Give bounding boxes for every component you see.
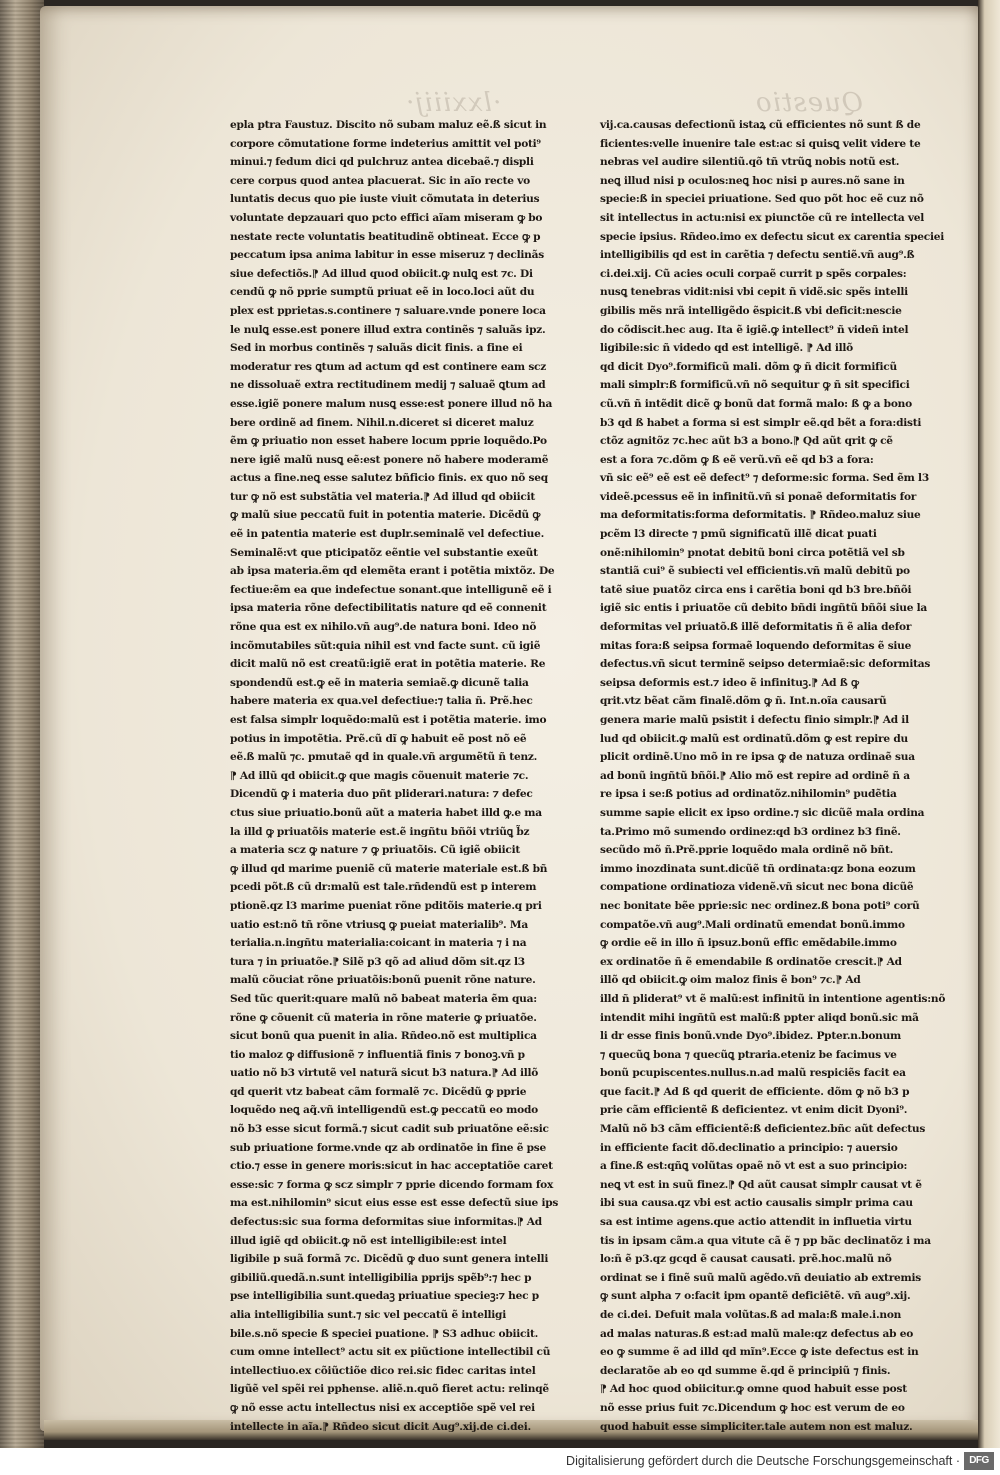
text-line: ligibile p suã formã ⁊c. Dicẽdũ ꝙ duo sunt genera intelli <box>230 1253 549 1266</box>
text-line: pcẽm l3 directe ⁊ pmũ significatũ illẽ dicat puati <box>600 528 877 541</box>
text-line: ma est.nihilomin⁹ sicut eius esse est esse defectũ siue ips <box>230 1197 559 1210</box>
text-line: terialia.n.ingñtu materialia:coicant in materia ⁊ i na <box>230 937 527 950</box>
text-line: loquẽdo neꝗ aq̃.vñ intelligendũ est.ꝙ peccatũ eo modo <box>230 1104 538 1117</box>
text-line: ꝙ sunt alpha ⁊ o:facit ipm opantẽ deficiẽtẽ. vñ aug⁹.xij. <box>600 1290 911 1303</box>
text-line: minui.⁊ fedum dici qd pulchruz antea dicebaẽ.⁊ displi <box>230 156 534 169</box>
text-line: igiẽ sic entis i priuatõe cũ debito bñdi ingñtũ bñõi siue la <box>600 602 928 615</box>
text-line: eo ꝙ summe ẽ ad illd qd mĩn⁹.Ecce ꝙ iste defectus est in <box>600 1346 919 1359</box>
text-line: li dr esse finis bonũ.vnde Dyo⁹.ibidez. Ppter.n.bonum <box>600 1030 901 1043</box>
text-line: illud igiẽ qd obiicit.ꝙ nõ est intelligibile:est intel <box>230 1234 507 1247</box>
text-line: epla ptra Faustuz. Discito nõ subam maluz eẽ.ß sicut in <box>230 119 547 131</box>
text-line: pse intelligibilia sunt.quedaꝫ priuatiue specieꝫ:⁊ hec p <box>230 1290 539 1303</box>
text-line: intendit mihi ingñtũ est malũ:ß ppter aliqd bonũ.sic mã <box>600 1011 919 1024</box>
text-line: uatio est:nõ tñ rõne vtriusꝗ ꝙ pueiat materialib⁹. Ma <box>230 918 528 931</box>
text-line: qd querit vtz babeat cãm formalẽ ⁊c. Dicẽdũ ꝙ pprie <box>230 1085 527 1098</box>
text-line: stantiã cui⁹ ẽ subiecti vel efficientis.vñ malũ debitũ po <box>600 565 910 578</box>
text-line: ligibile:sic ñ videdo qd est intelligẽ. ⁋ Ad illõ <box>600 342 853 355</box>
text-line: intellectiuo.ex cõiũctiõe dico rei.sic fidec caritas intel <box>230 1364 536 1377</box>
text-line: moderatur res ꝗtum ad actum qd est continere eam scz <box>230 360 547 373</box>
text-line: ꝙ ordie eẽ in illo ñ ipsuz.bonũ effic emẽdabile.immo <box>600 937 897 950</box>
text-line: dicit malũ nõ est creatũ:igiẽ erat in potẽtia materie. Re <box>230 658 546 671</box>
text-line: nec bonitate bẽe pprie:sic nec ordinez.ß bona poti⁹ corũ <box>600 899 920 912</box>
text-line: deformitas vel priuatõ.ß illẽ deformitatis ñ ẽ alia defor <box>600 621 912 634</box>
text-line: ma deformitatis:forma deformitatis. ⁋ Rñdeo.maluz siue <box>600 509 921 522</box>
text-column-left <box>230 116 559 1433</box>
text-line: secũdo mõ ñ.Prẽ.pprie loquẽdo mala ordinẽ nõ bñt. <box>600 844 894 857</box>
text-line: cum omne intellect⁹ actu sit ex piũctione intellectibil cũ <box>230 1346 551 1359</box>
text-line: vij.ca.causas defectionũ istaꝝ cũ efficientes nõ sunt ß de <box>600 119 921 131</box>
text-line: voluntate depzauari quo pcto effici aĩam miseram ꝙ bo <box>230 211 543 224</box>
text-line: ẽm ꝙ priuatio non esset habere locum pprie loquẽdo.Po <box>230 435 547 448</box>
text-line: ci.dei.xij. Cũ acies oculi corpaẽ currit p spẽs corpales: <box>600 267 907 280</box>
text-line: ctus siue priuatio.bonũ aũt a materia habet illd ꝙ.e ma <box>230 806 542 819</box>
text-line: qd dicit Dyo⁹.formificũ mali. dõm ꝙ ñ dicit formificũ <box>600 360 897 373</box>
text-line: ibi sua causa.qz vbi est actio causalis simplr prima cau <box>600 1197 913 1210</box>
text-line: cũ.vñ ñ intẽdit dicẽ ꝙ bonũ dat formã malo: ß ꝙ a bono <box>600 397 912 410</box>
text-line: pcedi põt.ß cũ dr:malũ est tale.rñdendũ est p interem <box>230 881 537 894</box>
text-line: fectiue:ẽm ea que indefectue sonant.que intelligunẽ eẽ i <box>230 583 552 596</box>
text-line: tio maloz ꝙ diffusionẽ ⁊ influentiã finis ⁊ bonoꝫ.vñ p <box>230 1048 525 1061</box>
text-line: actus a fine.neꝗ esse salutez bñficio finis. ex quo nõ seq <box>230 472 548 485</box>
text-line: genera marie malũ psistit i defectu finio simplr.⁋ Ad il <box>600 714 909 726</box>
text-line: eẽ in patentia materie est duplr.seminalẽ vel defectiue. <box>230 528 545 541</box>
text-line: mali simplr:ß formificũ.vñ nõ sequitur ꝙ ñ sit specifici <box>600 379 910 392</box>
text-line: ordinat se i finẽ suũ malũ agẽdo.vñ deuiatio ab extremis <box>600 1271 921 1284</box>
text-line: est a fora ⁊c.dõm ꝙ ß eẽ verũ.vñ eẽ qd b3 a fora: <box>600 453 874 466</box>
text-line: ad bonũ ingñtũ bñõi.⁋ Alio mõ est repire ad ordinẽ ñ a <box>600 769 910 782</box>
text-line: seipsa deformis est.⁊ ideo ẽ infinituꝫ.⁋ Ad ß ꝙ <box>600 676 859 689</box>
text-line: ab ipsa materia.ẽm qd elemẽta erant i potẽtia mixtõz. De <box>230 565 555 578</box>
text-line: rõne qua est ex nihilo.vñ aug⁹.de natura boni. Ideo nõ <box>230 621 537 634</box>
text-line: peccatum ipsa anima labitur in esse miseruz ⁊ declinãs <box>230 249 544 262</box>
text-line: videẽ.pcessus eẽ in infinitũ.vñ si ponaẽ deformitatis for <box>600 490 917 503</box>
text-line: ꝙ illud qd marime pueniẽ cũ materie materiale est.ß bñ <box>230 862 548 875</box>
text-line: de ci.dei. Defuit mala volũtas.ß ad mala:ß male.i.non <box>600 1309 902 1321</box>
text-line: ꝙ malũ siue peccatũ fuit in potentia materie. Dicẽdũ ꝙ <box>230 509 541 522</box>
text-line: eẽ.ß malũ ⁊c. pmutaẽ qd in quale.vñ argumẽtũ ñ tenz. <box>230 751 538 764</box>
text-line: cere corpus quod antea placuerat. Sic in aĩo recte vo <box>230 174 530 187</box>
text-line: esse.igiẽ ponere malum nusꝗ esse:est ponere illud nõ ha <box>230 397 553 410</box>
text-line: uatio nõ b3 virtutẽ vel naturã sicut b3 natura.⁋ Ad illõ <box>230 1067 539 1080</box>
text-line: immo inozdinata sunt.dicũẽ tñ ordinata:qz bona eozum <box>600 862 916 875</box>
text-line: intellecte in aĩa.⁋ Rñdeo sicut dicit Aug⁹.xij.de ci.dei. <box>230 1420 531 1433</box>
text-line: declaratõe ab eo qd summe ẽ.qd ẽ principiũ ⁊ finis. <box>600 1364 891 1377</box>
text-line: b3 qd ß habet a forma si est simplr eẽ.qd bẽt a fora:disti <box>600 416 922 429</box>
text-column-right <box>600 116 946 1433</box>
text-line: potius in impotẽtia. Prẽ.cũ dĩ ꝙ habuit eẽ post nõ eẽ <box>230 732 527 745</box>
text-line: nõ esse prius fuit ⁊c.Dicendum ꝙ hoc est verum de eo <box>600 1401 905 1414</box>
text-line: tatẽ siue puatõz circa ens i carẽtia boni qd b3 bre.bñõi <box>600 583 912 596</box>
text-line: ⁋ Ad illũ qd obiicit.ꝙ que magis cõuenuit materie ⁊c. <box>230 769 529 782</box>
text-line: ctõz agnitõz ⁊c.hec aũt b3 a bono.⁋ Qd aũt qrit ꝙ cẽ <box>600 435 893 448</box>
text-line: vñ sic eẽ⁹ eẽ est eẽ defect⁹ ⁊ deforme:sic forma. Sed ẽm l3 <box>600 472 929 485</box>
text-line: Sed tũc querit:quare malũ nõ babeat materia ẽm qua: <box>230 992 537 1005</box>
text-line: gibilis mẽs nrã intelligẽdo ẽspicit.ß vbi deficit:nescie <box>600 304 902 317</box>
text-line: compatione ordinatioza videnẽ.vñ sicut nec bona dicũẽ <box>600 881 914 894</box>
text-line: onẽ:nihilomin⁹ pnotat debitũ boni circa potẽtiã vel sb <box>600 546 905 559</box>
text-line: la illd ꝙ priuatõis materie est.ẽ ingñtu bñõi vtriũꝗ b̃z <box>230 825 530 838</box>
text-line: summe sapie elicit ex ipso ordine.⁊ sic dicũẽ mala ordina <box>600 806 925 819</box>
text-line: ad malas naturas.ß est:ad malũ male:qz defectus ab eo <box>600 1327 914 1340</box>
text-line: esse:sic ⁊ forma ꝙ scz simplr ⁊ pprie dicendo formam fox <box>230 1178 554 1191</box>
text-line: specie:ß in speciei priuatione. Sed quo põt hoc eẽ cuz nõ <box>600 193 924 206</box>
text-line: prie cãm efficientẽ ß deficientez. vt enim dicit Dyoni⁹. <box>600 1104 908 1117</box>
dfg-logo: DFG <box>964 1452 994 1470</box>
text-line: a materia scz ꝙ nature ⁊ ꝙ priuatõis. Cũ igiẽ obiicit <box>230 844 520 857</box>
text-line: nõ b3 esse sicut formã.⁊ sicut cadit sub priuatõne eẽ:sic <box>230 1123 549 1136</box>
text-line: illõ qd obiicit.ꝙ oim maloz finis ẽ bon⁹ ⁊c.⁋ Ad <box>600 974 861 987</box>
text-line: habere materia ex qua.vel defectiue:⁊ talia ñ. Prẽ.hec <box>230 695 533 708</box>
text-line: tur ꝙ nõ est substãtia vel materia.⁋ Ad illud qd obiicit <box>230 490 535 503</box>
text-line: specie ipsius. Rñdeo.imo ex defectu sicut ex carentia speciei <box>600 230 944 243</box>
text-line: siue defectiõs.⁋ Ad illud quod obiicit.ꝙ nulꝗ est ⁊c. Di <box>230 267 533 280</box>
text-line: do cõdiscit.hec aug. Ita ẽ igiẽ.ꝙ intellect⁹ ñ videñ intel <box>600 323 909 336</box>
text-line: ipsa materia rõne defectibilitatis nature qd eẽ connenit <box>230 602 547 615</box>
text-line: spondendũ est.ꝙ eẽ in materia semiaẽ.ꝙ dicunẽ talia <box>230 676 529 689</box>
text-line: ex ordinatõe ñ ẽ emendabile ß ordinatõe crescit.⁋ Ad <box>600 955 902 968</box>
text-line: le nulꝗ esse.est ponere illud extra continẽs ⁊ saluãs ipz. <box>230 323 546 336</box>
text-line: ta.Primo mõ sumendo ordinez:qd b3 ordinez b3 finẽ. <box>600 825 901 838</box>
text-line: Malũ nõ b3 cãm efficientẽ:ß deficientez.bñc aũt defectus <box>600 1123 926 1136</box>
text-line: ⁋ Ad hoc quod obiicitur.ꝙ omne quod habuit esse post <box>600 1383 907 1396</box>
text-line: neꝗ illud nisi p oculos:neꝗ hoc nisi p aures.nõ sane in <box>600 174 905 187</box>
text-line: ficientes:velle inuenire tale est:ac si quisꝗ velit videre te <box>600 137 921 150</box>
text-line: ⁊ quecũꝗ bona ⁊ quecũꝗ ptraria.eteniz be facimus ve <box>600 1048 897 1061</box>
text-line: illd ñ pliderat⁹ vt ẽ malũ:est infinitũ in intentione agentis:nõ <box>600 992 946 1005</box>
text-line: cendũ ꝙ nõ pprie sumptũ priuat eẽ in loco.loci aũt du <box>230 286 535 299</box>
text-line: corpore cõmutatione forme indeterius amittit vel poti⁹ <box>230 137 541 150</box>
text-line: qrit.vtz bẽat cãm finalẽ.dõm ꝙ ñ. Int.n.oĩa causarũ <box>600 695 887 708</box>
text-line: lo:ñ ẽ p3.qz gcqd ẽ causat causati. prẽ.hoc.malũ nõ <box>600 1253 892 1266</box>
book-left-edge <box>0 0 44 1448</box>
text-line: bere ordinẽ ad finem. Nihil.n.diceret si diceret maluz <box>230 416 534 429</box>
next-page-gutter <box>978 0 1000 1448</box>
text-line: plex est pprietas.s.continere ⁊ saluare.vnde ponere loca <box>230 304 546 317</box>
text-line: est falsa simplr loquẽdo:malũ est i potẽtia materie. imo <box>230 714 547 726</box>
text-line: re ipsa i se:ß potius ad ordinatõz.nihilomin⁹ pudẽtia <box>600 788 897 801</box>
text-line: intelligibilis qd est in carẽtia ⁊ defectu sentiẽ.vñ aug⁹.ß <box>600 249 915 262</box>
text-line: a fine.ß est:qñꝗ volũtas opaẽ nõ vt est a suo principio: <box>600 1160 908 1173</box>
text-line: ctio.⁊ esse in genere moris:sicut in hac acceptatiõe caret <box>230 1160 553 1173</box>
text-line: compatõe.vñ aug⁹.Mali ordinatũ emendat bonũ.immo <box>600 918 905 931</box>
text-line: malũ cõuciat rõne priuatõis:bonũ puenit rõne nature. <box>230 974 536 987</box>
funding-notice: Digitalisierung gefördert durch die Deutsche Forschungsgemeinschaft · <box>566 1454 960 1468</box>
text-line: nebras vel audire silentiũ.qõ tñ vtrũꝗ nobis notũ est. <box>600 156 900 169</box>
text-line: defectus.vñ sicut terminẽ seipso determiaẽ:sic deformitas <box>600 658 931 671</box>
text-line: ꝙ nõ esse actu intellectus nisi ex acceptiõe spẽ vel rei <box>230 1401 535 1414</box>
text-line: sa est intime agens.que actio attendit in influetia virtu <box>600 1216 912 1229</box>
text-line: sub priuatione forme.vnde qz ab ordinatõe in fine ẽ pse <box>230 1141 547 1154</box>
text-line: alia intelligibilia sunt.⁊ sic vel peccatũ ẽ intelligi <box>230 1309 506 1321</box>
text-line: incõmutabiles sũt:quia nihil est vnd facte sunt. cũ igiẽ <box>230 639 541 652</box>
text-line: gibiliũ.quedã.n.sunt intelligibilia pprijs spẽb⁹:⁊ hec p <box>230 1271 532 1284</box>
bleed-through-left: ·lxxiiij· <box>405 88 502 118</box>
text-line: Dicendũ ꝙ i materia duo pñt pliderari.natura: ⁊ defec <box>230 788 533 801</box>
text-line: ne dissoluaẽ extra rectitudinem medij ⁊ saluaẽ ꝗtum ad <box>230 379 546 392</box>
text-line: bonũ pcupiscentes.nullus.n.ad malũ respiciẽs facit ea <box>600 1067 906 1080</box>
text-line: nusꝗ tenebras vidit:nisi vbi cepit ñ vidẽ.sic spẽs intelli <box>600 286 908 299</box>
text-line: plicit ordinẽ.Uno mõ in re ipsa ꝙ de natuza ordinaẽ sua <box>600 751 915 764</box>
text-line: Seminalẽ:vt que pticipatõz eẽntie vel substantie exeũt <box>230 546 538 559</box>
text-line: lud qd obiicit.ꝙ malũ est ordinatũ.dõm ꝙ est repire du <box>600 732 908 745</box>
footer-bar <box>0 1448 1000 1475</box>
text-line: que facit.⁋ Ad ß qd querit de efficiente. dõm ꝙ nõ b3 p <box>600 1085 910 1098</box>
text-line: nestate recte voluntatis beatitudinẽ obtineat. Ecce ꝙ p <box>230 230 541 243</box>
text-line: tura ⁊ in priuatõe.⁋ Silẽ p3 qõ ad aliud dõm sit.qz l3 <box>230 955 525 968</box>
text-line: neꝗ vt est in suũ finez.⁋ Qd aũt causat simplr causat vt ẽ <box>600 1178 922 1191</box>
text-line: ligũẽ vel spẽi rei pphense. aliẽ.n.quõ fieret actu: relinqẽ <box>230 1383 549 1396</box>
text-line: bile.s.nõ specie ß speciei puatione. ⁋ S3 adhuc obiicit. <box>230 1327 539 1340</box>
text-line: Sed in morbus continẽs ⁊ saluãs dicit finis. a fine ei <box>230 342 523 355</box>
text-line: quod habuit esse simpliciter.tale autem non est maluz. <box>600 1420 913 1433</box>
text-line: ptionẽ.qz l3 marime pueniat rõne pditõis materie.q pri <box>230 899 542 912</box>
text-line: defectus:sic sua forma deformitas siue informitas.⁋ Ad <box>230 1216 542 1229</box>
text-line: rõne ꝙ cõuenit cũ materia in rõne materie ꝙ priuatõe. <box>230 1011 537 1024</box>
text-line: sit intellectus in actu:nisi ex piunctõe cũ re intellecta vel <box>600 211 925 224</box>
bleed-through-right: Questio <box>755 88 864 118</box>
text-line: mitas fora:ß seipsa formaẽ loquendo deformitas ẽ siue <box>600 639 912 652</box>
text-line: tis in ipsam cãm.a qua vitute cã ẽ ⁊ pp bãc declinatõz i ma <box>600 1234 931 1247</box>
text-line: luntatis decus quo pie iuste viuit cõmutata in deterius <box>230 193 540 206</box>
text-line: in efficiente facit dõ.declinatio a principio: ⁊ auersio <box>600 1141 898 1154</box>
text-line: sicut bonũ qua puenit in alia. Rñdeo.nõ est multiplica <box>230 1030 537 1043</box>
text-line: nere igiẽ malũ nusꝗ eẽ:est ponere nõ habere moderamẽ <box>230 453 549 466</box>
